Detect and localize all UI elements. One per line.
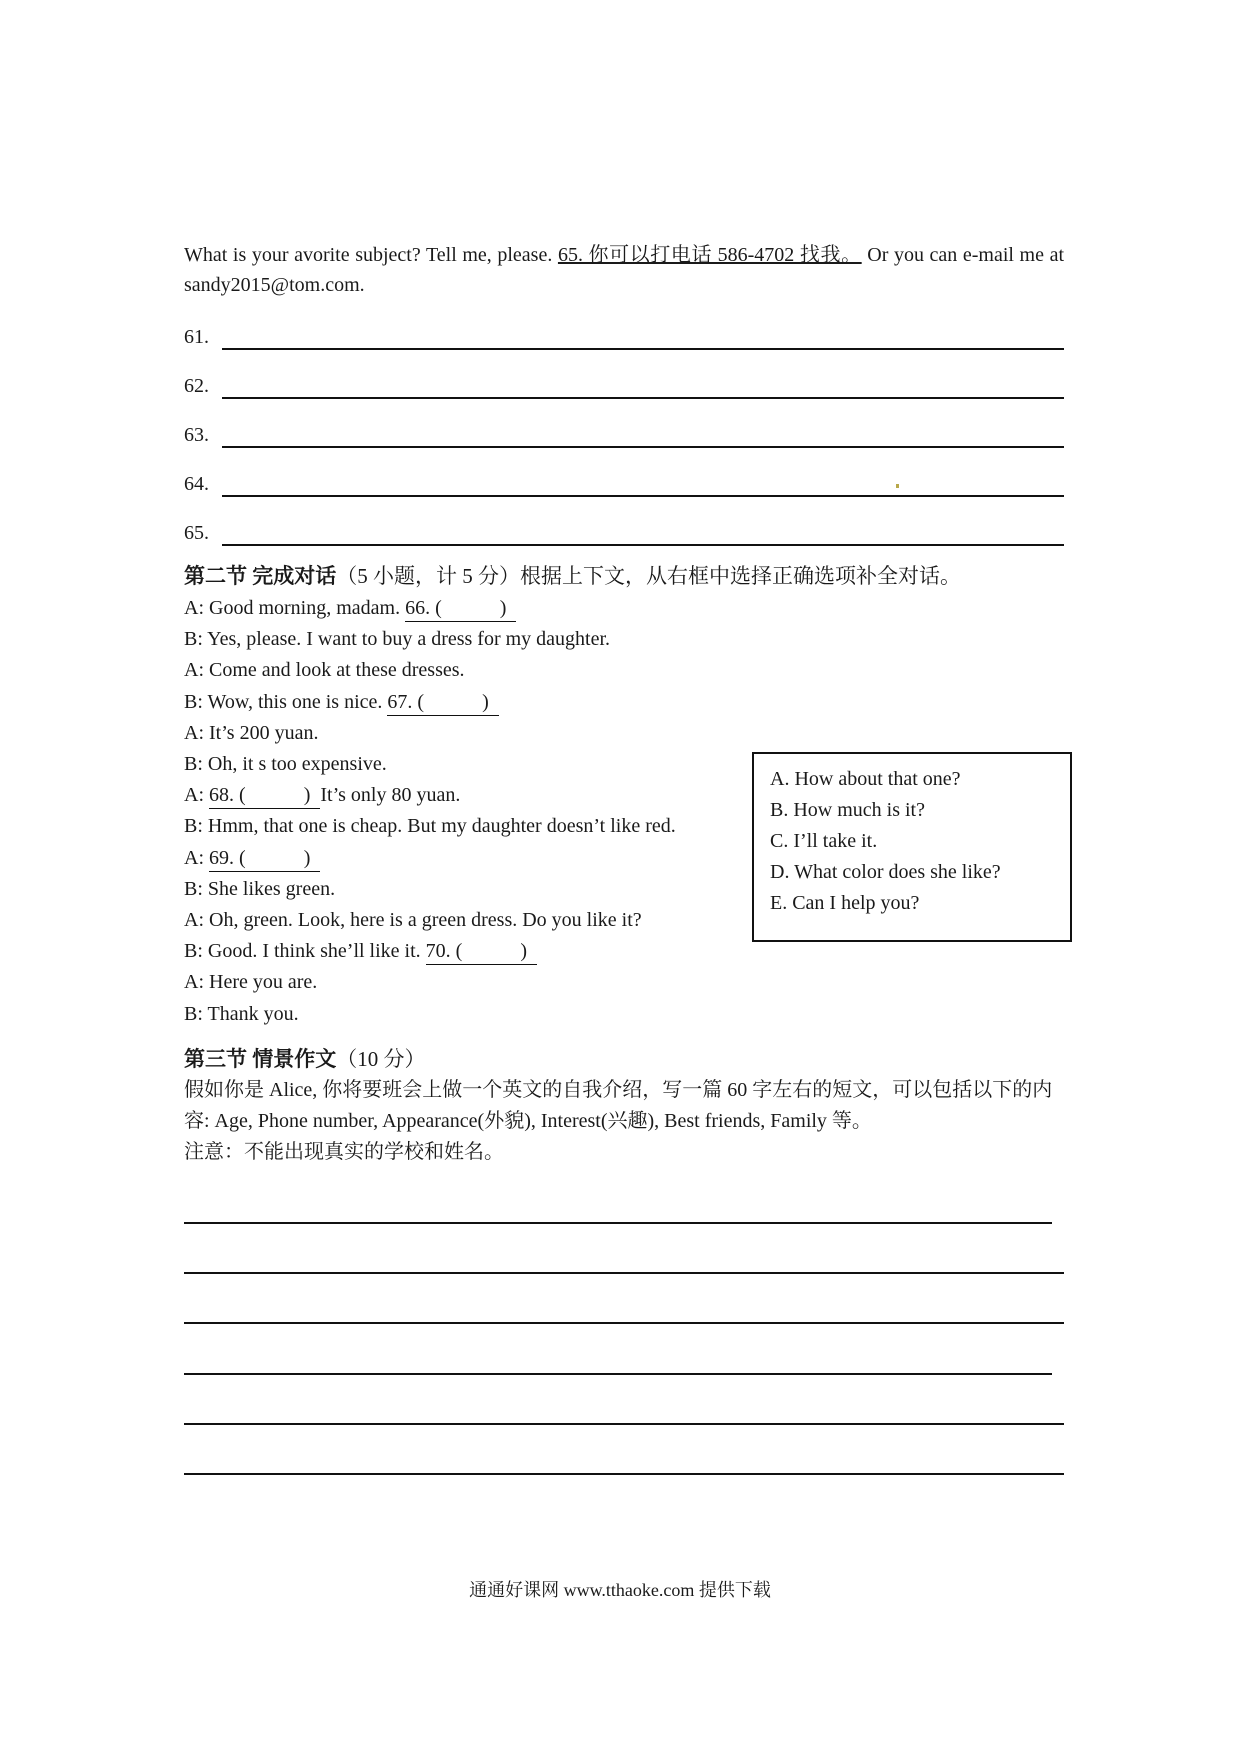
speaker-label: A bbox=[184, 909, 199, 931]
option-b: B. How much is it? bbox=[770, 799, 925, 821]
writing-line[interactable] bbox=[184, 1473, 1064, 1475]
dialogue-text: : Good. I think she’ll like it. bbox=[197, 940, 426, 963]
answer-blank[interactable] bbox=[405, 595, 516, 622]
answer-line-64[interactable] bbox=[184, 469, 1064, 499]
answer-number: 63. bbox=[184, 424, 209, 446]
dialogue-text: : Hmm, that one is cheap. But my daughter doesn’t like red. bbox=[197, 815, 676, 838]
option-c: C. I’ll take it. bbox=[770, 830, 878, 852]
answer-number: 65. bbox=[184, 522, 209, 544]
answer-blank[interactable] bbox=[209, 782, 320, 809]
dialogue-line bbox=[184, 718, 318, 748]
writing-line[interactable] bbox=[184, 1272, 1064, 1274]
dialogue-line bbox=[184, 655, 465, 685]
dialogue-text: : Oh, green. Look, here is a green dress. Do you like it? bbox=[198, 909, 642, 931]
blank-close: ) bbox=[499, 597, 507, 619]
option-e: E. Can I help you? bbox=[770, 892, 920, 914]
speaker-label: B bbox=[184, 1002, 198, 1025]
answer-blank[interactable] bbox=[426, 938, 537, 965]
answer-rule bbox=[222, 495, 1064, 497]
dialogue-text-after: It’s only 80 yuan. bbox=[320, 784, 461, 807]
speaker-label: A bbox=[184, 597, 199, 619]
dialogue-line bbox=[184, 936, 537, 966]
stray-mark bbox=[896, 484, 899, 488]
answer-number: 62. bbox=[184, 375, 209, 397]
dialogue-line bbox=[184, 843, 320, 873]
speaker-label: B bbox=[184, 690, 198, 713]
dialogue-line bbox=[184, 905, 642, 935]
answer-number: 64. bbox=[184, 473, 209, 495]
answer-line-62[interactable] bbox=[184, 371, 1064, 401]
blank-close: ) bbox=[303, 846, 311, 869]
speaker-label: B bbox=[184, 753, 198, 775]
dialogue-line bbox=[184, 749, 387, 779]
dialogue-text: : Yes, please. I want to buy a dress for my daughter. bbox=[197, 628, 611, 651]
dialogue-line bbox=[184, 624, 610, 654]
section2-note: （5 小题，计 5 分）根据上下文，从右框中选择正确选项补全对话。 bbox=[336, 564, 961, 588]
intro-underlined-task: 65. 你可以打电话 586-4702 找我。 bbox=[557, 244, 862, 266]
dialogue-text: : bbox=[198, 784, 210, 807]
dialogue-line bbox=[184, 593, 516, 623]
dialogue-text: : Here you are. bbox=[198, 971, 318, 994]
intro-paragraph bbox=[184, 240, 1064, 300]
speaker-label: A bbox=[184, 659, 199, 682]
dialogue-line bbox=[184, 967, 317, 997]
blank-number: 68. ( bbox=[209, 784, 246, 807]
section3-note: （10 分） bbox=[336, 1047, 426, 1071]
blank-number: 69. ( bbox=[209, 846, 246, 869]
dialogue-text: : Come and look at these dresses. bbox=[198, 659, 465, 682]
speaker-label: A bbox=[184, 784, 199, 807]
dialogue-text: : It’s 200 yuan. bbox=[198, 721, 319, 744]
blank-number: 70. ( bbox=[425, 940, 463, 963]
footer-text: 通通好课网 www.tthaoke.com 提供下载 bbox=[469, 1580, 771, 1600]
essay-caution: 注意：不能出现真实的学校和姓名。 bbox=[184, 1141, 504, 1163]
section2-title: 第二节 完成对话 bbox=[184, 564, 337, 588]
answer-line-65[interactable] bbox=[184, 518, 1064, 548]
intro-text-after: Or you can e-mail me at sandy2015@tom.com. bbox=[184, 244, 1065, 296]
option-d: D. What color does she like? bbox=[770, 861, 1001, 883]
blank-close: ) bbox=[482, 690, 489, 713]
dialogue-line bbox=[184, 687, 499, 717]
option-a: A. How about that one? bbox=[770, 768, 961, 790]
answer-number: 61. bbox=[184, 326, 209, 348]
speaker-label: B bbox=[184, 940, 198, 963]
answer-rule bbox=[222, 397, 1064, 399]
section3-heading bbox=[184, 1044, 426, 1074]
writing-line[interactable] bbox=[184, 1222, 1052, 1224]
dialogue-line bbox=[184, 811, 676, 841]
essay-prompt bbox=[184, 1075, 1064, 1168]
blank-close: ) bbox=[520, 940, 527, 963]
dialogue-line bbox=[184, 780, 460, 810]
dialogue-text: : She likes green. bbox=[197, 877, 336, 900]
speaker-label: B bbox=[184, 815, 198, 838]
dialogue-line bbox=[184, 874, 335, 904]
blank-number: 67. ( bbox=[387, 690, 425, 713]
section2-heading bbox=[184, 561, 961, 591]
answer-blank[interactable] bbox=[209, 845, 320, 872]
answer-blank[interactable] bbox=[387, 689, 498, 716]
answer-line-61[interactable] bbox=[184, 322, 1064, 352]
blank-close: ) bbox=[303, 784, 311, 807]
essay-prompt-text: 假如你是 Alice, 你将要班会上做一个英文的自我介绍，写一篇 60 字左右的短文，可以包括以下的内容: Age, Phone number, Appearance(外貌), Interest(兴趣), Best friends, Family 等。 bbox=[184, 1079, 1053, 1132]
writing-line[interactable] bbox=[184, 1423, 1064, 1425]
speaker-label: B bbox=[184, 628, 198, 651]
dialogue-text: : Good morning, madam. bbox=[198, 597, 406, 619]
speaker-label: A bbox=[184, 721, 199, 744]
answer-rule bbox=[222, 348, 1064, 350]
options-box bbox=[752, 752, 1072, 942]
speaker-label: A bbox=[184, 971, 199, 994]
answer-rule bbox=[222, 544, 1064, 546]
writing-line[interactable] bbox=[184, 1322, 1064, 1324]
dialogue-text: : Wow, this one is nice. bbox=[197, 690, 388, 713]
answer-rule bbox=[222, 446, 1064, 448]
dialogue-line bbox=[184, 999, 299, 1029]
answer-line-63[interactable] bbox=[184, 420, 1064, 450]
dialogue-text: : bbox=[198, 846, 210, 869]
intro-text-before: What is your avorite subject? Tell me, please. bbox=[184, 244, 558, 266]
section3-title: 第三节 情景作文 bbox=[184, 1047, 337, 1071]
blank-number: 66. ( bbox=[405, 597, 442, 619]
speaker-label: B bbox=[184, 877, 198, 900]
writing-line[interactable] bbox=[184, 1373, 1052, 1375]
speaker-label: A bbox=[184, 846, 199, 869]
dialogue-text: : Oh, it s too expensive. bbox=[197, 753, 387, 775]
dialogue-text: : Thank you. bbox=[197, 1002, 299, 1025]
